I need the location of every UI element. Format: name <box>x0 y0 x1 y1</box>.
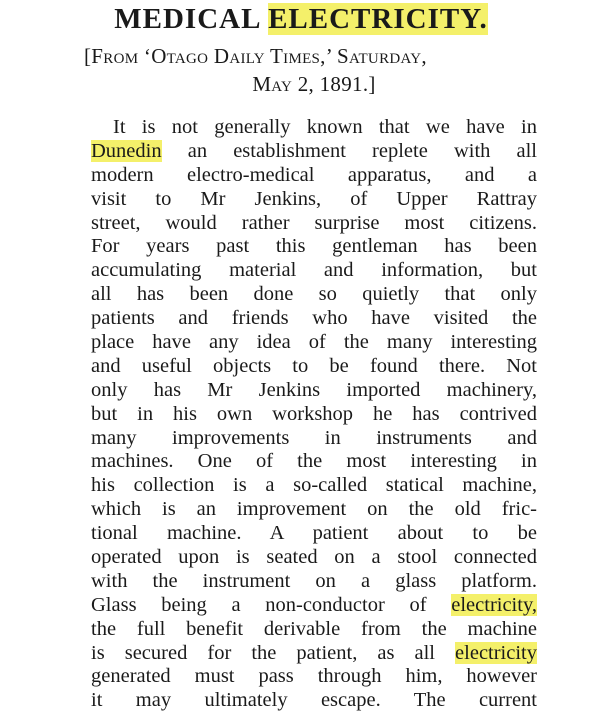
body-line: It is not generally known that we have in <box>113 116 537 138</box>
body-line: generated must pass through him, however <box>91 665 537 688</box>
body-line: visit to Mr Jenkins, of Upper Rattray <box>91 187 537 210</box>
headline-prefix: MEDICAL <box>114 3 269 35</box>
body-line: For years past this gentleman has been <box>91 235 537 258</box>
highlight-electricity: electricity, <box>451 593 537 616</box>
body-line: patients and friends who have visited the <box>91 307 537 330</box>
body-line: which is an improvement on the old fric- <box>91 498 537 521</box>
article-body <box>91 116 537 713</box>
body-line: place have any idea of the many interesting <box>91 331 537 354</box>
article-headline <box>0 2 602 36</box>
body-line: street, would rather surprise most citizens. <box>91 211 537 234</box>
article-source <box>84 42 544 98</box>
body-line: but in his own workshop he has contrived <box>91 402 537 425</box>
source-line-1: [From ‘Otago Daily Times,’ Saturday, <box>84 44 427 68</box>
body-line: accumulating material and information, but <box>91 259 537 282</box>
body-line: machines. One of the most interesting in <box>91 450 537 473</box>
body-line: with the instrument on a glass platform. <box>91 569 537 592</box>
source-line-2: May 2, 1891.] <box>252 72 376 96</box>
highlight-electricity: electricity <box>455 641 537 664</box>
body-line: all has been done so quietly that only <box>91 283 537 306</box>
highlight-dunedin: Dunedin <box>91 139 162 162</box>
body-line: modern electro-medical apparatus, and a <box>91 163 537 186</box>
headline-highlight: ELECTRICITY. <box>268 3 488 35</box>
body-line: only has Mr Jenkins imported machinery, <box>91 378 537 401</box>
body-line: Dunedin an establishment replete with all <box>91 139 537 162</box>
body-line: his collection is a so-called statical machine, <box>91 474 537 497</box>
body-line: Glass being a non-conductor of electricity, <box>91 593 537 616</box>
body-line: operated upon is seated on a stool connected <box>91 546 537 569</box>
body-line: is secured for the patient, as all electricity <box>91 641 537 664</box>
body-line: and useful objects to be found there. Not <box>91 354 537 377</box>
body-line: many improvements in instruments and <box>91 426 537 449</box>
body-line: the full benefit derivable from the machine <box>91 617 537 640</box>
body-line: it may ultimately escape. The current <box>91 689 537 712</box>
body-line: tional machine. A patient about to be <box>91 522 537 545</box>
